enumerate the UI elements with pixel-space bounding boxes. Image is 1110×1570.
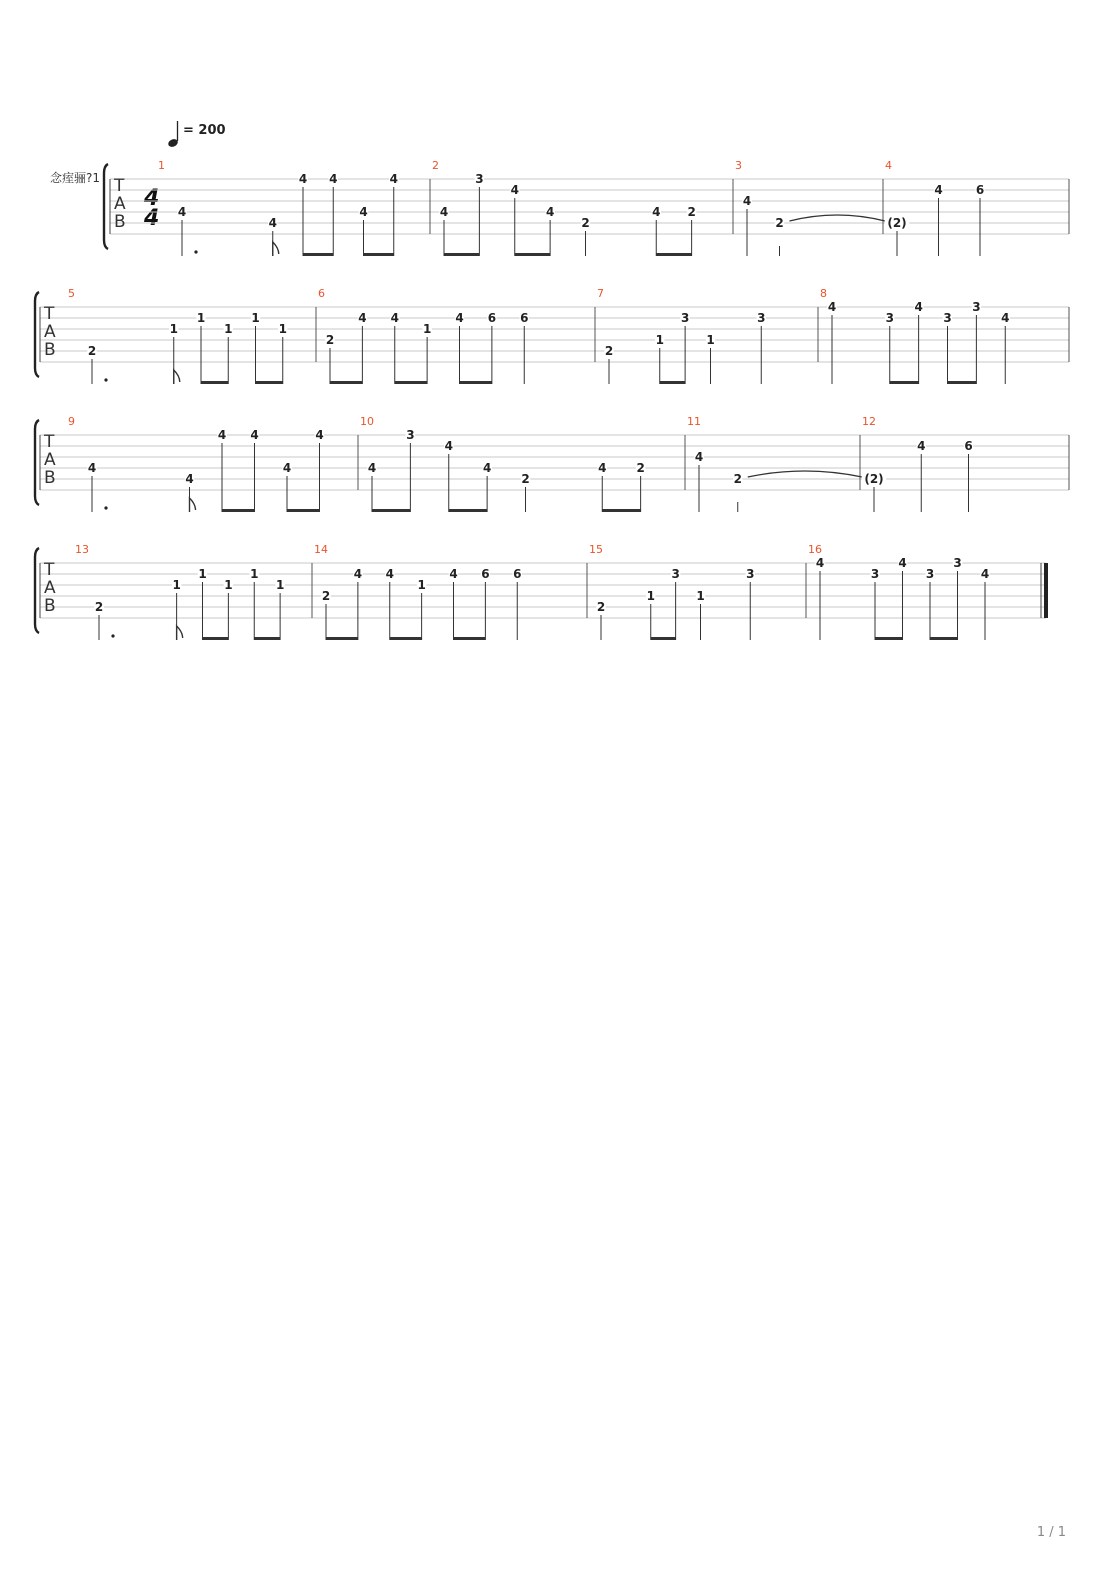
fret-number: 4 — [444, 439, 453, 453]
beam — [256, 381, 283, 384]
tab-clef-letter: T — [44, 560, 55, 580]
tab-clef-letter: A — [114, 194, 126, 214]
beam — [656, 253, 691, 256]
fret-number: 3 — [972, 300, 981, 314]
fret-number: 1 — [417, 578, 426, 592]
fret-number: 3 — [953, 556, 962, 570]
system-bracket — [104, 164, 108, 249]
fret-number: 4 — [250, 428, 259, 442]
fret-number: 2 — [94, 600, 104, 614]
beam — [326, 637, 358, 640]
fret-number: 4 — [367, 461, 377, 475]
eighth-flag — [174, 370, 180, 384]
fret-number: 4 — [268, 216, 277, 230]
fret-number: 4 — [177, 205, 187, 219]
measure-number: 4 — [885, 159, 892, 172]
fret-number: 6 — [520, 311, 529, 325]
fret-number: 4 — [329, 172, 338, 186]
fret-number: 4 — [1001, 311, 1010, 325]
fret-number: 4 — [389, 172, 398, 186]
measure-number: 16 — [808, 543, 822, 556]
tab-system — [35, 287, 1069, 384]
measure-number: 14 — [314, 543, 328, 556]
fret-number: 3 — [406, 428, 415, 442]
fret-number: 4 — [914, 300, 923, 314]
fret-number: 6 — [487, 311, 497, 325]
time-signature — [143, 186, 159, 231]
systems-layer — [35, 159, 1069, 640]
tab-clef-letter: T — [44, 432, 55, 452]
fret-number: 4 — [385, 567, 394, 581]
fret-number: 3 — [671, 567, 680, 581]
fret-number: 3 — [746, 567, 755, 581]
fret-number: 2 — [775, 216, 784, 230]
fret-number: (2) — [864, 472, 884, 486]
fret-number: 3 — [475, 172, 484, 186]
fret-number: 4 — [827, 300, 837, 314]
beam — [222, 509, 255, 512]
fret-number: 2 — [581, 216, 590, 230]
rhythm-dot — [104, 506, 107, 509]
fret-number: 4 — [353, 567, 363, 581]
fret-number: 3 — [885, 311, 894, 325]
system-bracket — [35, 420, 39, 505]
fret-number: 4 — [390, 311, 399, 325]
fret-number: 1 — [224, 322, 233, 336]
tab-clef-letter: B — [44, 596, 56, 616]
fret-number: 4 — [934, 183, 943, 197]
system-bracket — [35, 292, 39, 377]
tab-clef-letter: B — [44, 340, 56, 360]
fret-number: 1 — [224, 578, 233, 592]
fret-number: 1 — [655, 333, 664, 347]
fret-number: 3 — [680, 311, 690, 325]
measure-number: 6 — [318, 287, 325, 300]
fret-number: 4 — [315, 428, 324, 442]
tab-clef-letter: T — [44, 304, 55, 324]
page-number: 1 / 1 — [1036, 1525, 1066, 1540]
rhythm-dot — [111, 634, 114, 637]
tab-clef-letter: T — [114, 176, 125, 196]
system-bracket — [35, 548, 39, 633]
fret-number: 2 — [321, 589, 331, 603]
beam — [254, 637, 280, 640]
eighth-flag — [273, 242, 279, 256]
measure-number: 7 — [597, 287, 604, 300]
rhythm-dot — [104, 378, 107, 381]
fret-number: 1 — [198, 567, 207, 581]
beam — [930, 637, 958, 640]
fret-number: 1 — [251, 311, 260, 325]
beam — [449, 509, 487, 512]
beam — [890, 381, 919, 384]
tempo-text: = 200 — [183, 123, 226, 138]
fret-number: 2 — [596, 600, 606, 614]
measure-number: 9 — [68, 415, 75, 428]
measure-number: 15 — [589, 543, 603, 556]
fret-number: 4 — [815, 556, 825, 570]
fret-number: 4 — [358, 311, 367, 325]
beam — [660, 381, 685, 384]
fret-number: 4 — [694, 450, 704, 464]
beam — [364, 253, 394, 256]
fret-number: 4 — [359, 205, 368, 219]
tab-clef-letter: A — [44, 450, 56, 470]
beam — [330, 381, 362, 384]
measure-number: 5 — [68, 287, 75, 300]
fret-number: 2 — [636, 461, 645, 475]
fret-number: 4 — [545, 205, 555, 219]
fret-number: 4 — [917, 439, 926, 453]
measure-number: 11 — [687, 415, 701, 428]
beam — [602, 509, 640, 512]
fret-number: 1 — [422, 322, 432, 336]
tab-clef-letter: A — [44, 322, 56, 342]
rhythm-dot — [194, 250, 197, 253]
fret-number: 2 — [687, 205, 696, 219]
measure-number: 3 — [735, 159, 742, 172]
fret-number: 4 — [298, 172, 308, 186]
fret-number: 4 — [439, 205, 449, 219]
measure-number: 13 — [75, 543, 89, 556]
fret-number: 2 — [325, 333, 335, 347]
fret-number: 2 — [521, 472, 530, 486]
tab-score — [0, 0, 1110, 720]
tab-system — [35, 415, 1069, 512]
beam — [203, 637, 229, 640]
track-name: 念痓骊?1 — [50, 171, 101, 185]
fret-number: 4 — [980, 567, 990, 581]
fret-number: 1 — [196, 311, 206, 325]
beam — [948, 381, 977, 384]
fret-number: 2 — [604, 344, 614, 358]
measure-number: 12 — [862, 415, 876, 428]
fret-number: 6 — [513, 567, 522, 581]
fret-number: 4 — [482, 461, 492, 475]
beam — [395, 381, 427, 384]
beam — [390, 637, 422, 640]
beam — [372, 509, 410, 512]
fret-number: (2) — [887, 216, 907, 230]
fret-number: 3 — [757, 311, 766, 325]
fret-number: 4 — [742, 194, 752, 208]
beam — [201, 381, 228, 384]
fret-number: 3 — [943, 311, 952, 325]
tab-system — [35, 543, 1048, 640]
fret-number: 4 — [449, 567, 458, 581]
fret-number: 1 — [646, 589, 655, 603]
beam — [444, 253, 479, 256]
beam — [651, 637, 676, 640]
fret-number: 1 — [172, 578, 181, 592]
fret-number: 2 — [87, 344, 97, 358]
tab-clef-letter: B — [44, 468, 56, 488]
fret-number: 6 — [975, 183, 985, 197]
beam — [303, 253, 333, 256]
beam — [875, 637, 903, 640]
eighth-flag — [177, 626, 183, 640]
fret-number: 1 — [706, 333, 715, 347]
beam — [454, 637, 486, 640]
fret-number: 4 — [898, 556, 907, 570]
eighth-flag — [190, 498, 196, 512]
fret-number: 4 — [455, 311, 464, 325]
fret-number: 4 — [510, 183, 519, 197]
tie-arc — [790, 215, 886, 221]
fret-number: 6 — [964, 439, 973, 453]
fret-number: 3 — [870, 567, 880, 581]
fret-number: 1 — [250, 567, 259, 581]
measure-number: 2 — [432, 159, 439, 172]
fret-number: 4 — [185, 472, 194, 486]
fret-number: 4 — [87, 461, 97, 475]
time-signature-bottom: 4 — [144, 206, 160, 231]
tie-arc — [748, 471, 862, 477]
fret-number: 4 — [598, 461, 607, 475]
tab-system — [104, 159, 1069, 256]
fret-number: 3 — [925, 567, 935, 581]
fret-number: 1 — [169, 322, 178, 336]
fret-number: 1 — [275, 578, 285, 592]
tab-clef-letter: B — [114, 212, 126, 232]
final-barline-thick — [1044, 563, 1048, 618]
fret-number: 6 — [481, 567, 490, 581]
fret-number: 1 — [278, 322, 287, 336]
measure-number: 8 — [820, 287, 827, 300]
fret-number: 4 — [652, 205, 661, 219]
fret-number: 1 — [696, 589, 705, 603]
tempo-marking — [167, 121, 226, 148]
time-signature-top: 4 — [144, 186, 160, 211]
fret-number: 4 — [282, 461, 292, 475]
measure-number: 1 — [158, 159, 165, 172]
fret-number: 4 — [217, 428, 227, 442]
beam — [287, 509, 320, 512]
measure-number: 10 — [360, 415, 374, 428]
fret-number: 2 — [733, 472, 742, 486]
beam — [515, 253, 550, 256]
tab-clef-letter: A — [44, 578, 56, 598]
beam — [460, 381, 492, 384]
